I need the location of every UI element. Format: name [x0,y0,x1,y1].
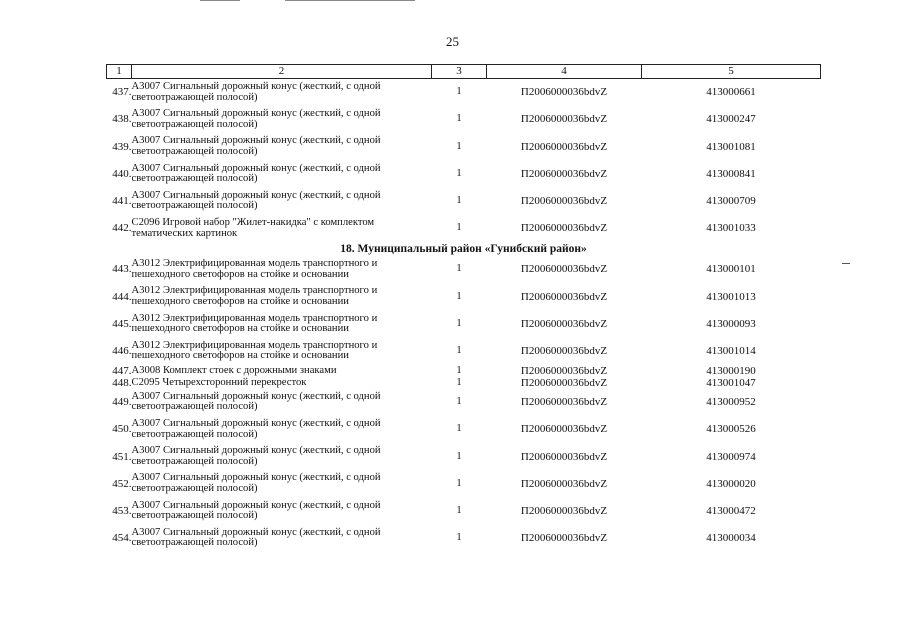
table-row [107,188,821,215]
item-quantity: 1 [456,532,462,544]
table-row [107,470,821,497]
item-description: А3007 Сигнальный дорожный конус (жесткий, с одной светоотражающей полосой) [131,499,381,522]
item-code: П2006000036bdvZ [520,290,608,303]
row-number: 437. [112,86,132,99]
item-description: С2096 Игровой набор "Жилет-накидка" с комплектом тематических картинок [131,216,375,239]
table-header-row [107,65,821,79]
item-description: А3007 Сигнальный дорожный конус (жесткий, с одной светоотражающей полосой) [131,472,381,495]
row-number: 444. [112,290,132,303]
table-row [107,133,821,160]
page-number: 25 [446,34,459,49]
scan-artifact-line [285,0,415,1]
item-code: П2006000036bdvZ [520,263,608,276]
table-row [107,106,821,133]
row-number: 445. [112,317,132,330]
inventory-number: 413000101 [706,263,756,276]
item-description: А3007 Сигнальный дорожный конус (жесткий, с одной светоотражающей полосой) [131,81,381,103]
item-description: А3007 Сигнальный дорожный конус (жесткий, с одной светоотражающей полосой) [131,189,381,212]
item-quantity: 1 [456,167,462,179]
row-number: 449. [112,396,132,409]
item-quantity: 1 [456,376,462,388]
item-code: П2006000036bdvZ [520,344,608,357]
table-row [107,377,821,389]
item-code: П2006000036bdvZ [520,364,608,377]
inventory-number: 413000661 [706,86,756,99]
table-row [107,161,821,188]
item-code: П2006000036bdvZ [520,376,608,389]
item-description: А3008 Комплект стоек с дорожными знаками [131,364,337,376]
row-number: 443. [112,263,132,276]
item-description: А3007 Сигнальный дорожный конус (жесткий, с одной светоотражающей полосой) [131,445,381,467]
column-header-3: 3 [432,65,487,79]
item-quantity: 1 [456,450,462,462]
inventory-number: 413001033 [706,222,756,235]
item-quantity: 1 [456,364,462,376]
row-number: 453. [112,504,132,517]
table-row [107,443,821,470]
section-title: 18. Муниципальный район «Гунибский район» [340,242,587,255]
inventory-number: 413000093 [706,317,756,330]
table-row [107,283,821,310]
scan-artifact-dash [842,263,850,264]
table-row [107,365,821,377]
inventory-number: 413001014 [706,344,756,357]
row-number: 448. [112,376,132,389]
column-header-4: 4 [487,65,642,79]
table-row [107,498,821,525]
item-quantity: 1 [456,317,462,329]
column-header-2: 2 [132,65,432,79]
item-quantity: 1 [456,396,462,408]
item-code: П2006000036bdvZ [520,504,608,517]
inventory-number: 413000841 [706,167,756,180]
table-row [107,311,821,338]
item-code: П2006000036bdvZ [520,140,608,153]
item-description: А3007 Сигнальный дорожный конус (жесткий, с одной светоотражающей полосой) [131,526,381,549]
item-quantity: 1 [456,290,462,302]
row-number: 447. [112,364,132,377]
table-row [107,416,821,443]
row-number: 439. [112,140,132,153]
inventory-number: 413000952 [706,396,756,409]
item-description: А3012 Электрифицированная модель транспортного и пешеходного светофоров на стойке и основании [131,258,378,280]
item-description: А3007 Сигнальный дорожный конус (жесткий, с одной светоотражающей полосой) [131,418,381,440]
inventory-number: 413000034 [706,532,756,545]
item-description: А3012 Электрифицированная модель транспортного и пешеходного светофоров на стойке и основании [131,285,378,307]
column-header-1: 1 [107,65,132,79]
item-description: С2095 Четырехсторонний перекресток [131,376,307,388]
item-code: П2006000036bdvZ [520,86,608,99]
item-quantity: 1 [456,477,462,489]
item-description: А3012 Электрифицированная модель транспортного и пешеходного светофоров на стойке и основании [131,312,378,335]
item-quantity: 1 [456,263,462,275]
item-description: А3007 Сигнальный дорожный конус (жесткий, с одной светоотражающей полосой) [131,162,381,185]
item-code: П2006000036bdvZ [520,477,608,490]
table-row [107,79,821,107]
item-code: П2006000036bdvZ [520,167,608,180]
inventory-number: 413000020 [706,477,756,490]
item-description: А3007 Сигнальный дорожный конус (жесткий, с одной светоотражающей полосой) [131,390,381,413]
item-description: А3007 Сигнальный дорожный конус (жесткий, с одной светоотражающей полосой) [131,135,381,157]
row-number: 446. [112,344,132,357]
item-code: П2006000036bdvZ [520,195,608,208]
inventory-number: 413000526 [706,423,756,436]
row-number: 450. [112,423,132,436]
table-row [107,525,821,552]
item-quantity: 1 [456,344,462,356]
inventory-number: 413001047 [706,376,756,389]
item-quantity: 1 [456,423,462,435]
row-number: 454. [112,532,132,545]
item-code: П2006000036bdvZ [520,396,608,409]
inventory-number: 413000974 [706,450,756,463]
item-quantity: 1 [456,113,462,125]
row-number: 442. [112,222,132,235]
table-row [107,389,821,416]
item-code: П2006000036bdvZ [520,423,608,436]
inventory-number: 413000247 [706,113,756,126]
inventory-number: 413001081 [706,140,756,153]
inventory-number: 413000472 [706,504,756,517]
row-number: 441. [112,195,132,208]
section-heading-row [107,242,821,256]
row-number: 438. [112,113,132,126]
row-number: 440. [112,167,132,180]
scan-artifact-line [200,0,240,1]
inventory-number: 413001013 [706,290,756,303]
row-number: 452. [112,477,132,490]
item-code: П2006000036bdvZ [520,317,608,330]
item-code: П2006000036bdvZ [520,450,608,463]
item-description: А3012 Электрифицированная модель транспортного и пешеходного светофоров на стойке и основании [131,339,378,362]
item-quantity: 1 [456,140,462,152]
item-quantity: 1 [456,195,462,207]
row-number: 451. [112,450,132,463]
inventory-number: 413000709 [706,195,756,208]
item-code: П2006000036bdvZ [520,113,608,126]
inventory-table [106,64,821,552]
item-quantity: 1 [456,504,462,516]
item-code: П2006000036bdvZ [520,222,608,235]
item-description: А3007 Сигнальный дорожный конус (жесткий, с одной светоотражающей полосой) [131,108,381,130]
item-quantity: 1 [456,86,462,98]
item-code: П2006000036bdvZ [520,532,608,545]
table-row [107,215,821,242]
table-row [107,338,821,365]
inventory-number: 413000190 [706,364,756,377]
table-row [107,256,821,283]
item-quantity: 1 [456,222,462,234]
column-header-5: 5 [642,65,821,79]
